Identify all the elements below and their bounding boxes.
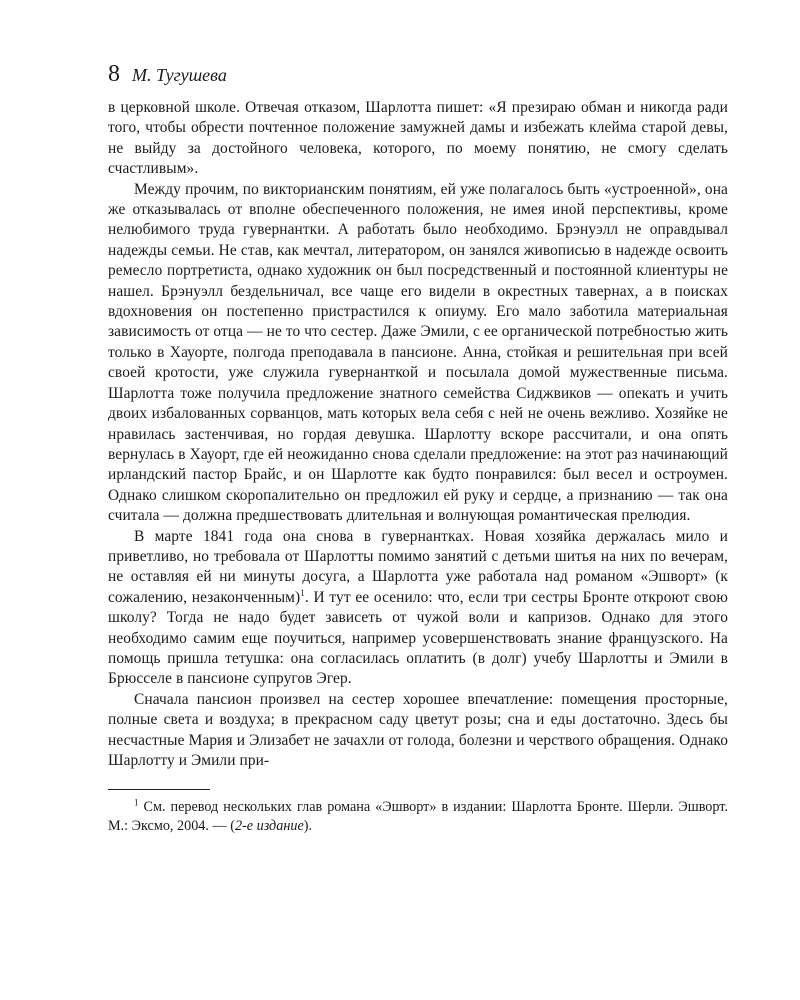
paragraph: Сначала пансион произвел на сестер хорошее впечатление: помещения просторные, полные света и воздуха; в прекрасном саду цветут розы; сна и еды достаточно. Здесь бы несчастные Мария и Элизабет не зачахли от голода, болезни и черствого обращения. Однако Шарлотту и Эмили при-: [108, 690, 728, 769]
paragraph-text: В марте 1841 года она снова в гувернантках. Новая хозяйка держалась мило и приветливо, но требовала от Шарлотты помимо занятий с детьми шитья на них по вечерам, не оставляя ей ни минуты досуга, а Шарлотта уже работала над романом «Эшворт» (к сожалению, незаконченным): [108, 527, 728, 606]
paragraph: Между прочим, по викторианским понятиям, ей уже полагалось быть «устроенной», она же отказывалась от вполне обеспеченного положения, не имея иной перспективы, кроме нелюбимого труда гувернантки. А работать было необходимо. Брэнуэлл не оправдывал надежды семьи. Не став, как мечтал, литератором, он занялся живописью в надежде освоить ремесло портретиста, однако художник он был посредственный и постоянной клиентуры не нашел. Брэнуэлл бездельничал, все чаще его видели в окрестных тавернах, а в поисках вдохновения он постепенно пристрастился к опиуму. Его мало заботила материальная зависимость от отца — не то что сестер. Даже Эмили, с ее органической потребностью жить только в Хауорте, полгода преподавала в пансионе. Анна, стойкая и решительная при всей своей кротости, уже служила гувернанткой и посылала домой мужественные письма. Шарлотта тоже получила предложение знатного семейства Сиджвиков — опекать и учить двоих избалованных сорванцов, мать которых вела себя с ней не очень вежливо. Хозяйке не нравилась застенчивая, но гордая девушка. Шарлотту вскоре рассчитали, и она опять вернулась в Хауорт, где ей неожиданно снова сделали предложение: на этот раз начинающий ирландский пастор Брайс, и он Шарлотте как будто понравился: был весел и остроумен. Однако слишком скоропалительно он предложил ей руку и сердце, а признанию — так она считала — должна предшествовать длительная и волнующая романтическая прелюдия.: [108, 180, 728, 525]
footnote: [108, 798, 728, 836]
footnote-tail: ).: [303, 818, 313, 835]
footnote-text: См. перевод нескольких глав романа «Эшворт» в издании: Шарлотта Бронте. Шерли. Эшворт. М.: Эксмо, 2004. — (: [108, 799, 728, 835]
footnote-divider: [108, 789, 210, 790]
paragraph: в церковной школе. Отвечая отказом, Шарлотта пишет: «Я презираю обман и никогда ради того, чтобы обрести почтенное положение замужней дамы и избежать клейма старой девы, не выйду за достойного человека, которого, по моему понятию, не смогу сделать счастливым».: [108, 99, 728, 178]
book-page: [108, 60, 728, 836]
body-text: [108, 98, 728, 771]
paragraph-continuation: И тут ее осенило: что, если три сестры Бронте откроют свою школу? Тогда не надо будет зависеть от чужой воли и капризов. Однако для этого необходимо самим еще поучиться, например усовершенствовать знание французского. На помощь пришла тетушка: она согласилась оплатить (в долг) учебу Шарлотты и Эмили в Брюсселе в пансионе супругов Эгер.: [108, 588, 728, 688]
footnote-italic: 2-е издание: [234, 818, 304, 835]
page-number: 8: [108, 61, 120, 87]
running-head: [108, 60, 728, 94]
paragraph: В марте 1841 года она снова в гувернантках. Новая хозяйка держалась мило и приветливо, но требовала от Шарлотты помимо занятий с детьми шитья на них по вечерам, не оставляя ей ни минуты досуга, а Шарлотта уже работала над романом «Эшворт» (к сожалению, незаконченным)$^1$. И тут ее осенило: что, если три сестры Бронте откроют свою школу? Тогда не надо будет зависеть от чужой воли и капризов. Однако для этого необходимо самим еще поучиться, например усовершенствовать знание французского. На помощь пришла тетушка: она согласилась оплатить (в долг) учебу Шарлотты и Эмили в Брюсселе в пансионе супругов Эгер.: [108, 527, 728, 688]
footnote-reference[interactable]: 1: [300, 587, 305, 598]
footnote-marker: 1: [134, 797, 139, 808]
running-head-author: М. Тугушева: [132, 65, 227, 85]
